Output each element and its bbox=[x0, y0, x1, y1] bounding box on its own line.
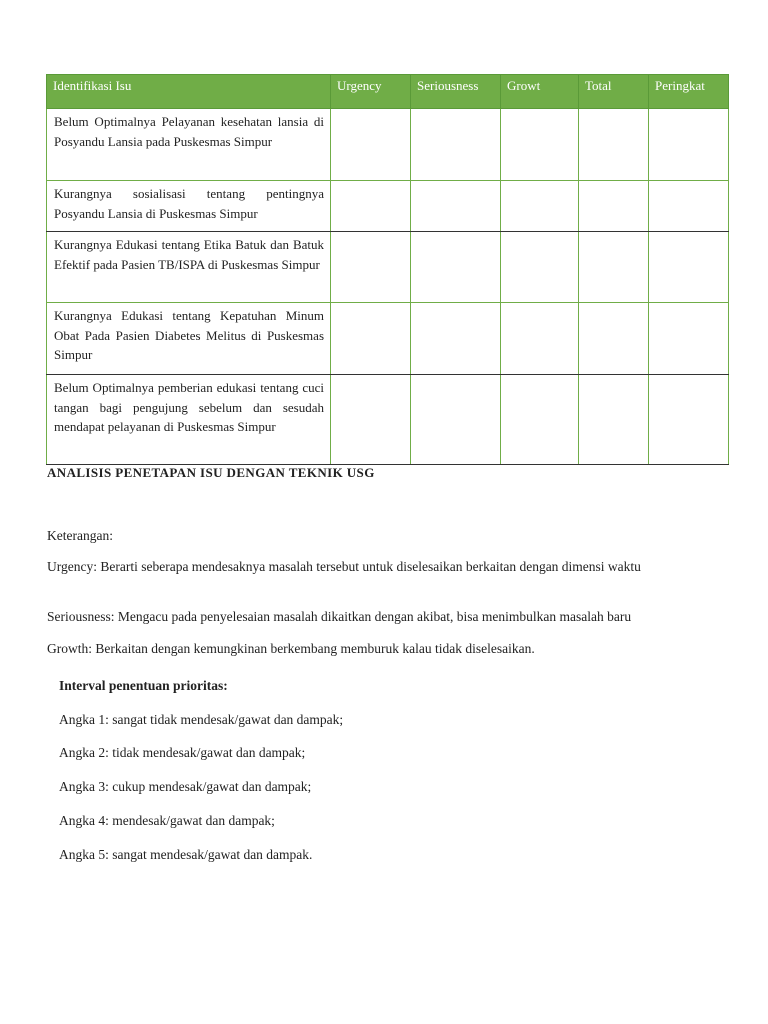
interval-item-1: Angka 1: sangat tidak mendesak/gawat dan dampak; bbox=[59, 712, 344, 727]
interval-title: Interval penentuan prioritas: bbox=[59, 678, 228, 693]
total-cell bbox=[579, 232, 649, 303]
table-row bbox=[47, 181, 729, 232]
growth-cell bbox=[501, 303, 579, 375]
header-seriousness: Seriousness bbox=[411, 75, 501, 109]
issue-cell: Kurangnya Edukasi tentang Etika Batuk dan Batuk Efektif pada Pasien TB/ISPA di Puskesmas Simpur bbox=[47, 232, 331, 303]
urgency-cell bbox=[331, 375, 411, 465]
header-total: Total bbox=[579, 75, 649, 109]
total-cell bbox=[579, 181, 649, 232]
interval-item-3: Angka 3: cukup mendesak/gawat dan dampak; bbox=[59, 779, 312, 794]
issue-cell: Belum Optimalnya pemberian edukasi tentang cuci tangan bagi pengujung sebelum dan sesudah mendapat pelayanan di Puskesmas Simpur bbox=[47, 375, 331, 465]
table-header-row bbox=[47, 75, 729, 109]
header-growt: Growt bbox=[501, 75, 579, 109]
interval-item-2: Angka 2: tidak mendesak/gawat dan dampak; bbox=[59, 745, 306, 760]
total-cell bbox=[579, 109, 649, 181]
header-peringkat: Peringkat bbox=[649, 75, 729, 109]
header-identifikasi-isu: Identifikasi Isu bbox=[47, 75, 331, 109]
growth-cell bbox=[501, 375, 579, 465]
table-row bbox=[47, 375, 729, 465]
peringkat-cell bbox=[649, 375, 729, 465]
seriousness-cell bbox=[411, 109, 501, 181]
peringkat-cell bbox=[649, 303, 729, 375]
seriousness-cell bbox=[411, 375, 501, 465]
peringkat-cell bbox=[649, 109, 729, 181]
urgency-cell bbox=[331, 181, 411, 232]
urgency-cell bbox=[331, 303, 411, 375]
issue-cell: Belum Optimalnya Pelayanan kesehatan lansia di Posyandu Lansia pada Puskesmas Simpur bbox=[47, 109, 331, 181]
urgency-description: Urgency: Berarti seberapa mendesaknya masalah tersebut untuk diselesaikan berkaitan dengan dimensi waktu bbox=[47, 559, 641, 574]
peringkat-cell bbox=[649, 232, 729, 303]
interval-item-5: Angka 5: sangat mendesak/gawat dan dampak. bbox=[59, 847, 313, 862]
usg-table bbox=[46, 74, 729, 465]
growth-description: Growth: Berkaitan dengan kemungkinan berkembang memburuk kalau tidak diselesaikan. bbox=[47, 641, 535, 656]
keterangan-label: Keterangan: bbox=[47, 528, 113, 543]
total-cell bbox=[579, 303, 649, 375]
table-row bbox=[47, 109, 729, 181]
seriousness-cell bbox=[411, 181, 501, 232]
seriousness-cell bbox=[411, 303, 501, 375]
growth-cell bbox=[501, 181, 579, 232]
growth-cell bbox=[501, 109, 579, 181]
total-cell bbox=[579, 375, 649, 465]
urgency-cell bbox=[331, 232, 411, 303]
growth-cell bbox=[501, 232, 579, 303]
peringkat-cell bbox=[649, 181, 729, 232]
interval-item-4: Angka 4: mendesak/gawat dan dampak; bbox=[59, 813, 275, 828]
issue-cell: Kurangnya sosialisasi tentang pentingnya Posyandu Lansia di Puskesmas Simpur bbox=[47, 181, 331, 232]
seriousness-description: Seriousness: Mengacu pada penyelesaian masalah dikaitkan dengan akibat, bisa menimbulkan masalah baru bbox=[47, 609, 632, 624]
seriousness-cell bbox=[411, 232, 501, 303]
header-urgency: Urgency bbox=[331, 75, 411, 109]
table-row bbox=[47, 232, 729, 303]
issue-cell: Kurangnya Edukasi tentang Kepatuhan Minum Obat Pada Pasien Diabetes Melitus di Puskesmas Simpur bbox=[47, 303, 331, 375]
table-row bbox=[47, 303, 729, 375]
page-title: ANALISIS PENETAPAN ISU DENGAN TEKNIK USG bbox=[47, 465, 375, 480]
urgency-cell bbox=[331, 109, 411, 181]
